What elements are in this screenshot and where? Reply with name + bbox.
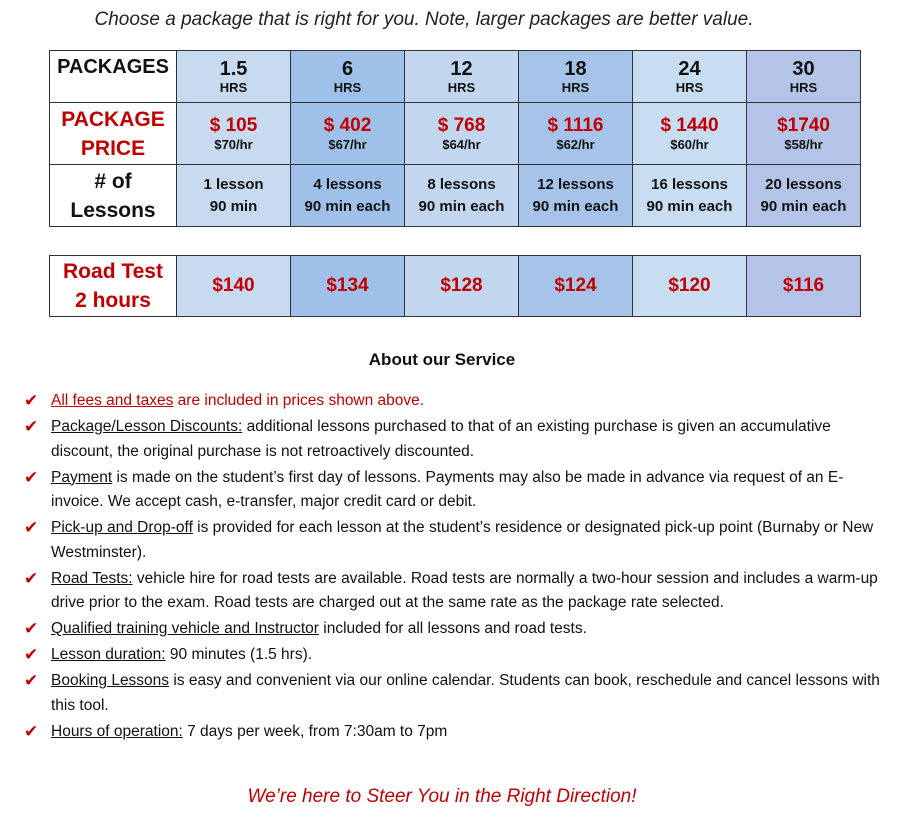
hourly-rate: $58/hr [784,136,823,152]
service-item [0,389,880,414]
intro-text: Choose a package that is right for you. Note, larger packages are better value. [94,9,754,30]
checkmark-icon: ✔ [24,619,39,639]
service-item [0,516,880,565]
lesson-duration: 90 min each [418,197,505,215]
hours-cell [291,51,405,103]
road-test-label-line2: 2 hours [75,289,151,312]
hours-unit: HRS [333,79,362,95]
service-item-text: additional lessons purchased to that of an existing purchase is given an accumulative discount, the original purchase is not retroactively discounted. [51,418,831,460]
road-test-price: $140 [212,275,255,296]
hours-value: 18 [564,57,587,80]
service-item-key: Lesson duration: [51,646,166,663]
service-item-key: Qualified training vehicle and Instructor [51,620,319,637]
road-test-price-cell [177,256,291,317]
hours-value: 12 [450,57,473,80]
lesson-duration: 90 min [209,197,258,215]
road-test-price: $134 [326,275,369,296]
hourly-rate: $70/hr [214,136,253,152]
packages-label-text: PACKAGES [57,56,169,78]
lesson-duration: 90 min each [532,197,619,215]
lessons-cell [747,165,861,227]
hours-unit: HRS [789,79,818,95]
price-cell [519,103,633,165]
service-list [0,389,880,746]
checkmark-icon: ✔ [24,467,39,488]
hours-unit: HRS [561,79,590,95]
service-item [0,415,880,464]
lessons-cell [405,165,519,227]
road-test-price-cell [633,256,747,317]
service-item-key: Pick-up and Drop-off [51,519,193,536]
road-test-row [50,256,861,317]
hours-cell [177,51,291,103]
lessons-cell [177,165,291,227]
package-price-label-line1: PACKAGE [61,107,165,131]
hours-unit: HRS [219,79,248,95]
price-row [50,103,861,165]
road-test-price: $120 [668,275,711,296]
package-price-label-line2: PRICE [80,136,146,160]
hours-value: 30 [792,57,815,80]
price-cell [405,103,519,165]
hourly-rate: $67/hr [328,136,367,152]
service-item [0,466,880,515]
road-test-label-line1: Road Test [63,260,163,283]
lesson-count: 16 lessons [651,175,728,193]
service-item [0,643,880,668]
service-item-text: are included in prices shown above. [173,392,425,409]
lesson-count: 8 lessons [427,175,496,193]
checkmark-icon: ✔ [24,671,39,691]
service-item-key: Payment [51,468,113,486]
hours-value: 1.5 [219,57,248,80]
price-cell [747,103,861,165]
service-item-key: All fees and taxes [51,392,174,409]
price-cell [291,103,405,165]
road-test-price-cell [291,256,405,317]
hours-unit: HRS [447,79,476,95]
service-item [0,567,880,616]
package-price: $ 105 [209,114,258,136]
hours-cell [405,51,519,103]
service-item-text: is made on the student’s first day of lessons. Payments may also be made in advance via request of an E-invoice. We accept cash, e-transfer, major credit card or debit. [51,468,844,510]
service-item-key: Booking Lessons [51,672,170,689]
lesson-count: 12 lessons [537,175,614,193]
packages-table [49,50,861,227]
checkmark-icon: ✔ [24,568,39,589]
service-item [0,720,880,745]
service-item [0,617,880,642]
package-price: $ 1440 [660,114,719,136]
package-price: $1740 [777,114,830,136]
service-item-key: Package/Lesson Discounts: [51,418,243,435]
road-test-price: $124 [554,275,597,296]
service-item-text: is provided for each lesson at the student’s residence or designated pick-up point (Burnaby or New Westminster). [51,519,874,561]
service-item [0,669,880,718]
price-cell [633,103,747,165]
road-test-price-cell [747,256,861,317]
service-item-text: 7 days per week, from 7:30am to 7pm [182,722,448,740]
price-cell [177,103,291,165]
hours-cell [747,51,861,103]
service-item-key: Road Tests: [51,569,133,587]
hours-row [50,51,861,103]
lessons-label-line1: # of [94,169,132,193]
service-item-text: vehicle hire for road tests are available. Road tests are normally a two-hour session and includes a warm-up drive prior to the exam. Road tests are charged out at the same rate as the package rate selected. [51,569,878,611]
lesson-count: 1 lesson [203,175,264,193]
hours-cell [633,51,747,103]
tagline: We’re here to Steer You in the Right Direction! [247,786,637,807]
checkmark-icon: ✔ [24,518,39,538]
road-test-price-cell [405,256,519,317]
lessons-row [50,165,861,227]
packages-label [50,51,177,103]
service-item-text: included for all lessons and road tests. [318,620,587,637]
hours-value: 24 [678,57,701,80]
service-item-text: is easy and convenient via our online calendar. Students can book, reschedule and cancel lessons with this tool. [51,672,880,714]
road-test-label [50,256,177,317]
package-price-label [50,103,177,165]
checkmark-icon: ✔ [24,417,39,437]
checkmark-icon: ✔ [24,645,39,665]
lessons-cell [291,165,405,227]
service-item-text: 90 minutes (1.5 hrs). [165,646,313,663]
hourly-rate: $62/hr [556,136,595,152]
lessons-cell [519,165,633,227]
about-title: About our Service [368,350,516,369]
road-test-table [49,255,861,317]
lesson-count: 4 lessons [313,175,382,193]
hourly-rate: $60/hr [670,136,709,152]
package-price: $ 1116 [547,114,604,136]
hourly-rate: $64/hr [442,136,481,152]
checkmark-icon: ✔ [24,721,39,742]
road-test-price: $116 [782,275,825,296]
checkmark-icon: ✔ [24,391,39,411]
package-price: $ 402 [323,114,372,136]
lesson-duration: 90 min each [646,197,733,215]
road-test-price-cell [519,256,633,317]
lesson-duration: 90 min each [304,197,391,215]
hours-cell [519,51,633,103]
lessons-label-line2: Lessons [70,198,156,222]
lesson-count: 20 lessons [765,175,842,193]
lessons-label [50,165,177,227]
lesson-duration: 90 min each [760,197,847,215]
hours-value: 6 [341,57,354,80]
road-test-price: $128 [440,275,483,296]
hours-unit: HRS [675,79,704,95]
lessons-cell [633,165,747,227]
service-item-key: Hours of operation: [51,722,183,740]
package-price: $ 768 [437,114,486,136]
